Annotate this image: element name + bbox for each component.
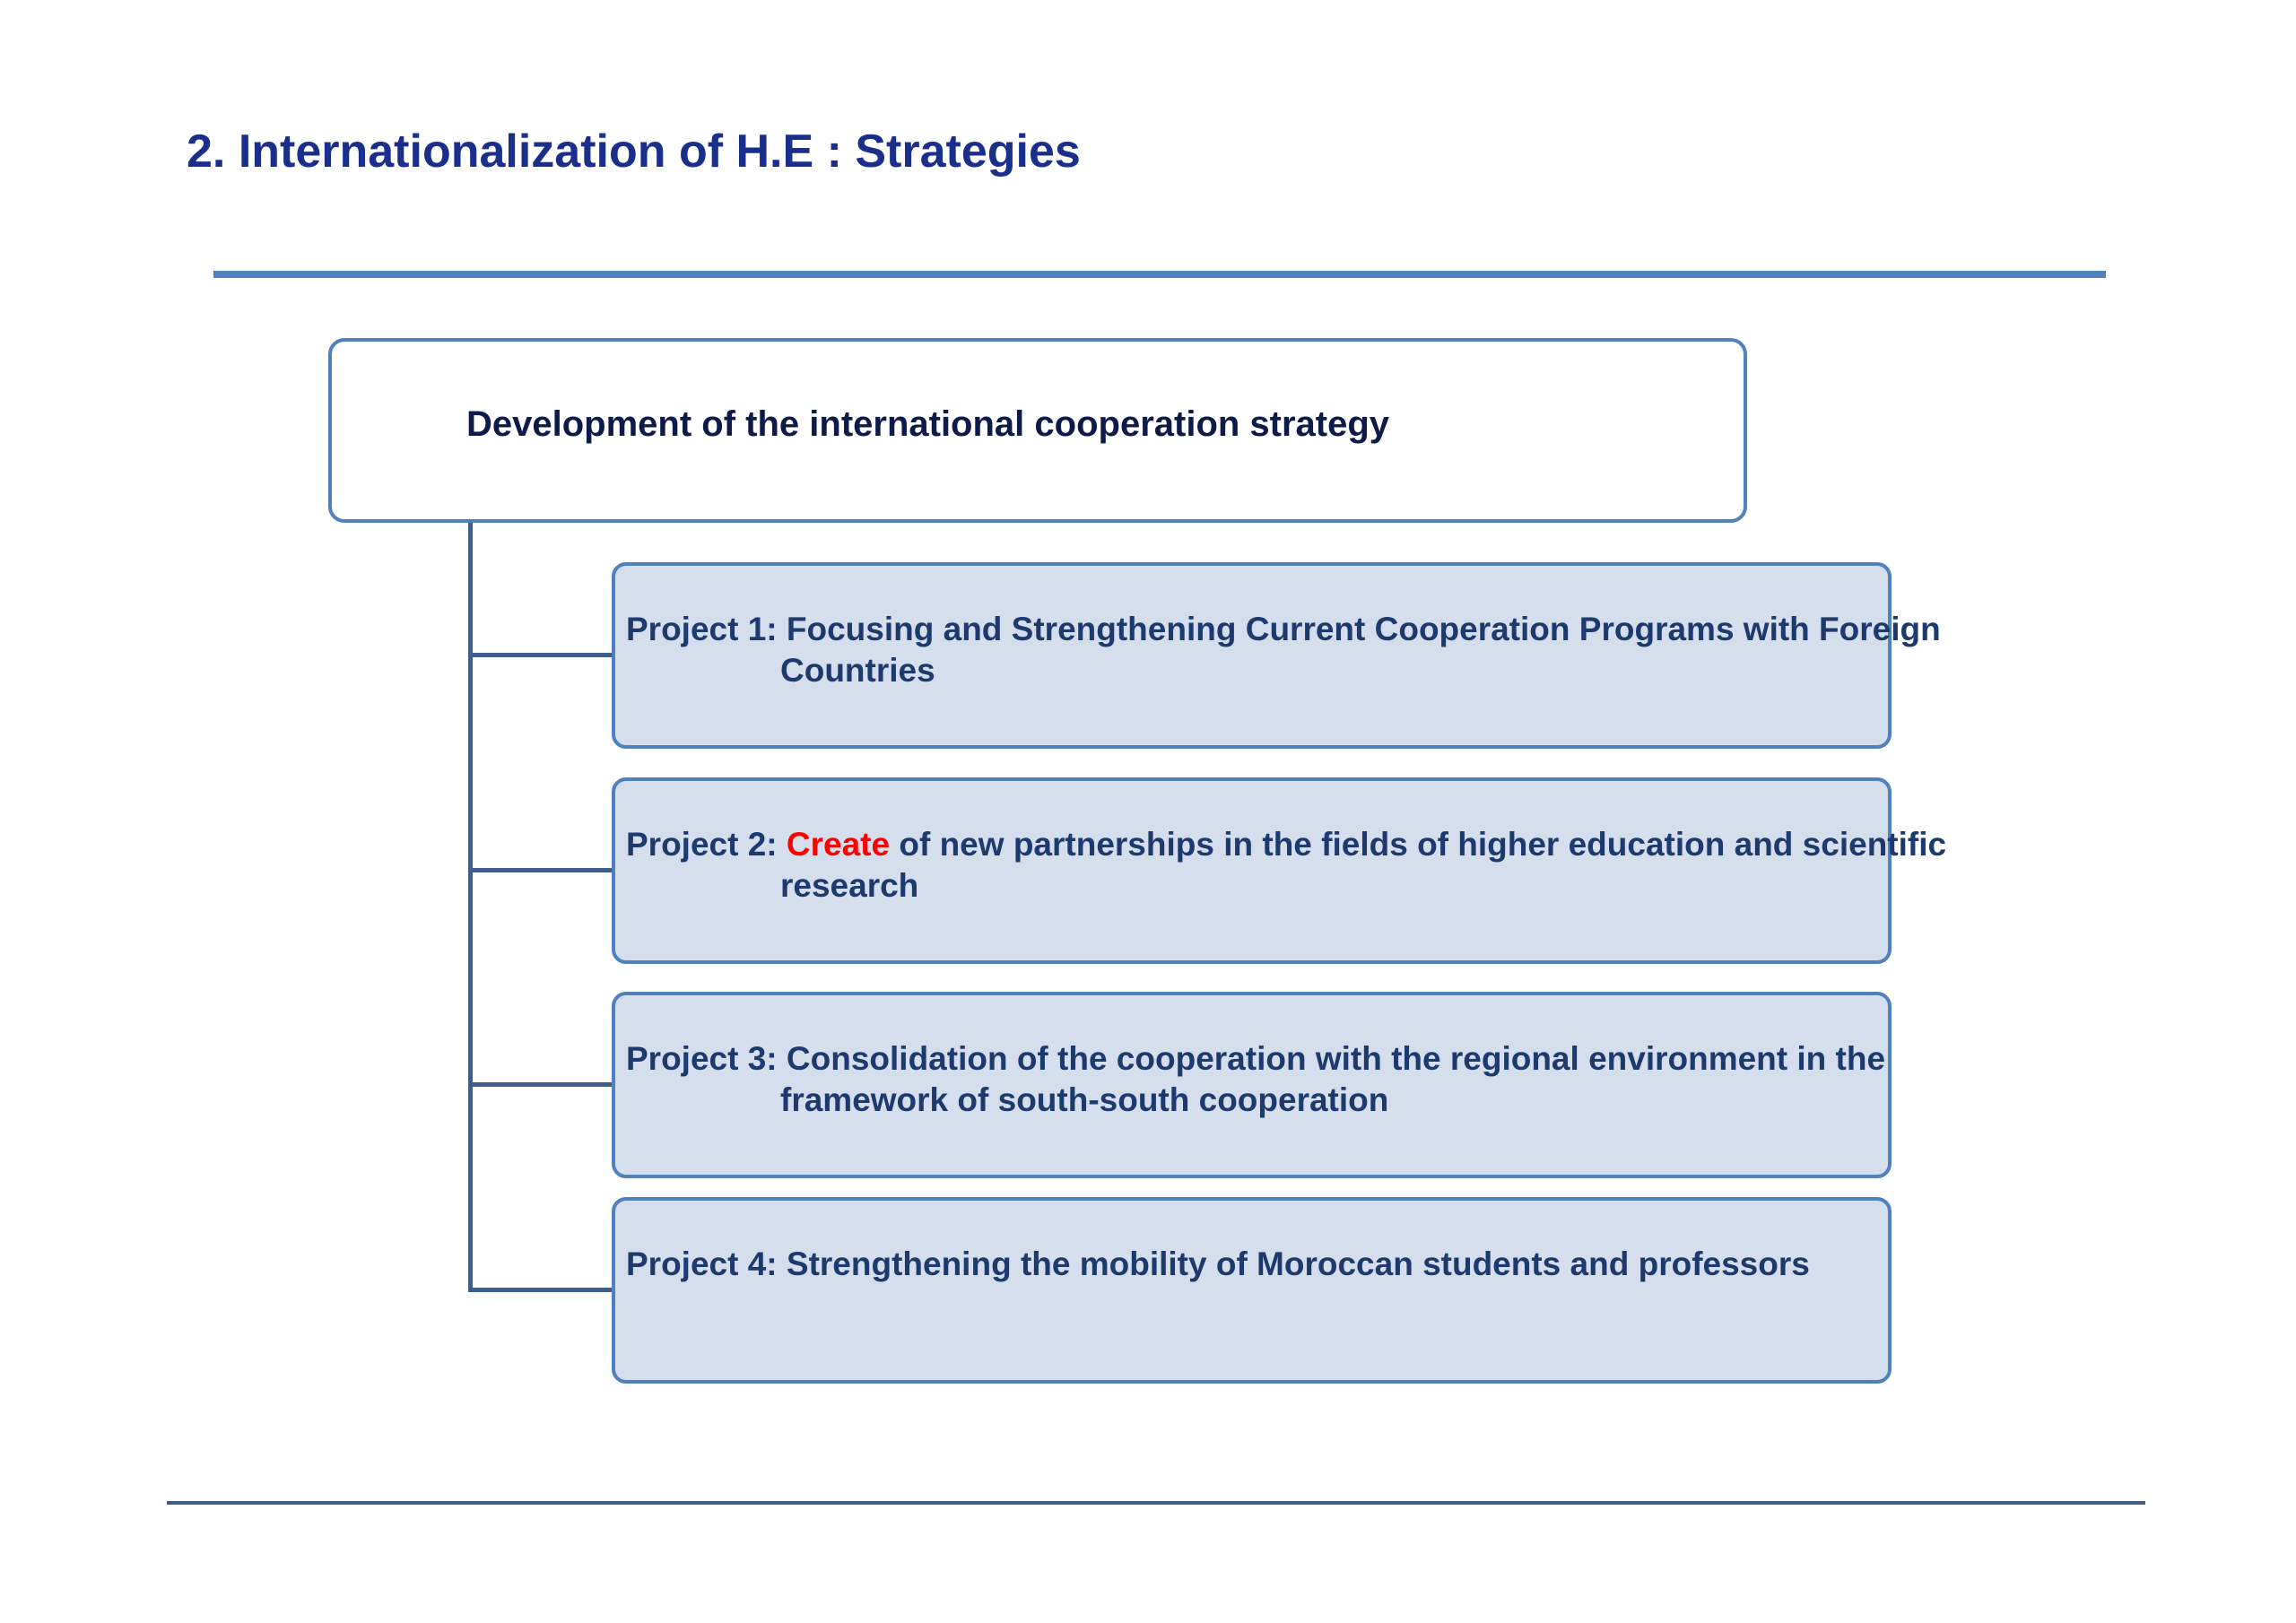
project-4-description: Strengthening the mobility of Moroccan students and professors bbox=[786, 1245, 1810, 1282]
page-title: 2. Internationalization of H.E : Strategies bbox=[187, 126, 1081, 178]
project-node-3-text bbox=[626, 1038, 2031, 1121]
project-node-2 bbox=[612, 777, 1956, 964]
root-node bbox=[328, 338, 1747, 523]
footer-divider bbox=[167, 1501, 2145, 1505]
project-3-label: Project 3: bbox=[626, 1040, 778, 1077]
project-2-description: of new partnerships in the fields of higher education and scientific research bbox=[780, 826, 1956, 904]
project-node-4-text bbox=[626, 1244, 2031, 1285]
project-node-3 bbox=[612, 992, 1892, 1178]
project-4-label: Project 4: bbox=[626, 1245, 778, 1282]
title-divider bbox=[213, 271, 2106, 278]
project-1-label: Project 1: bbox=[626, 611, 778, 647]
project-2-label: Project 2: bbox=[626, 826, 778, 863]
project-1-description: Focusing and Strengthening Current Cooperation Programs with Foreign Countries bbox=[780, 611, 1941, 689]
branch-connector-1 bbox=[468, 653, 613, 657]
project-node-2-text bbox=[626, 824, 2031, 907]
project-node-4 bbox=[612, 1197, 1892, 1384]
project-3-description: Consolidation of the cooperation with the regional environment in the framework of south-south cooperation bbox=[780, 1040, 1886, 1118]
project-node-1-text bbox=[626, 609, 2031, 691]
project-node-1 bbox=[612, 562, 1941, 749]
root-node-label: Development of the international cooperation strategy bbox=[466, 404, 1390, 444]
project-2-highlight: Create bbox=[786, 826, 891, 863]
branch-connector-3 bbox=[468, 1082, 613, 1087]
branch-connector-4 bbox=[468, 1288, 613, 1292]
trunk-connector bbox=[468, 523, 473, 1292]
branch-connector-2 bbox=[468, 868, 613, 872]
